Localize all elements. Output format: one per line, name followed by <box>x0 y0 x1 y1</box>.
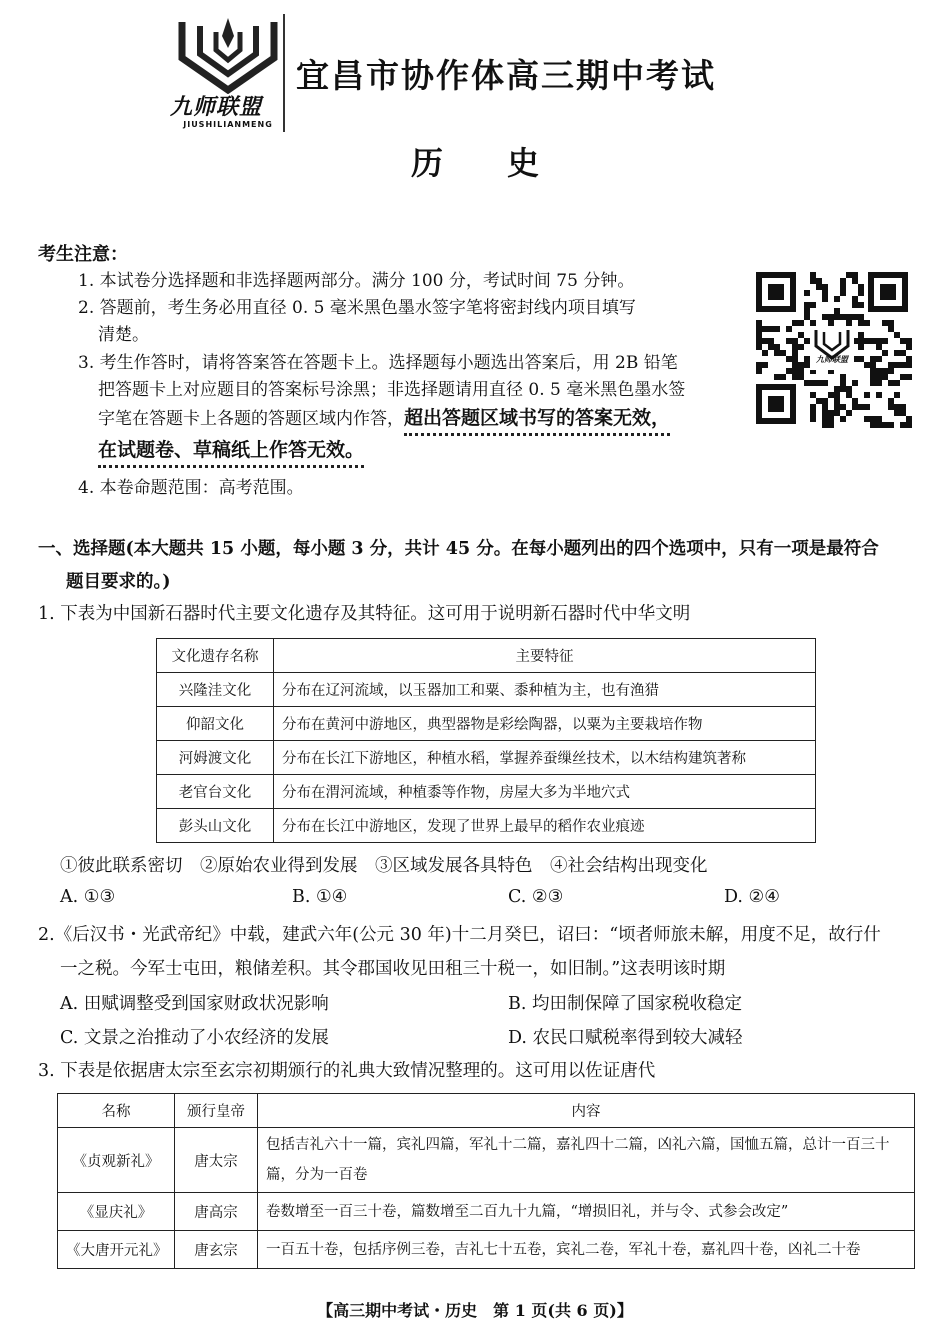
qr-module <box>834 398 840 404</box>
qr-module <box>756 326 762 332</box>
qr-module <box>882 350 888 356</box>
logo-subtitle: JIUSHILIANMENG <box>183 120 273 129</box>
table-cell: 一百五十卷，包括序例三卷，吉礼七十五卷，宾礼二卷，军礼十卷，嘉礼四十卷，凶礼二十卷 <box>258 1231 915 1269</box>
table-cell: 兴隆洼文化 <box>157 673 274 707</box>
q1-option-d[interactable]: D. ②④ <box>724 887 780 907</box>
qr-module <box>774 326 780 332</box>
subject-title: 历 史 <box>410 144 539 182</box>
qr-module <box>810 416 816 422</box>
qr-module <box>792 368 798 374</box>
table-cell: 彭头山文化 <box>157 809 274 843</box>
qr-module <box>822 380 828 386</box>
table-row <box>58 1193 915 1231</box>
qr-module <box>858 344 864 350</box>
qr-module <box>828 410 834 416</box>
qr-module <box>810 320 816 326</box>
q1-table <box>156 638 816 843</box>
qr-module <box>756 338 762 344</box>
qr-module <box>864 392 870 398</box>
qr-module <box>906 362 912 368</box>
qr-module <box>798 374 804 380</box>
qr-module <box>870 356 876 362</box>
q2-option-b[interactable]: B. 均田制保障了国家税收稳定 <box>508 994 742 1014</box>
qr-module <box>846 320 852 326</box>
section-title-line-2: 题目要求的。) <box>66 572 171 592</box>
qr-module <box>822 290 828 296</box>
qr-module <box>774 344 780 350</box>
notice-item-2-cont: 清楚。 <box>98 325 149 345</box>
q2-option-c[interactable]: C. 文景之治推动了小农经济的发展 <box>60 1028 329 1048</box>
qr-module <box>852 272 858 278</box>
qr-module <box>876 368 882 374</box>
qr-module <box>840 416 846 422</box>
qr-module <box>822 416 828 422</box>
table-header: 颁行皇帝 <box>175 1094 258 1128</box>
qr-module <box>840 284 846 290</box>
qr-module <box>762 350 768 356</box>
qr-module <box>792 344 798 350</box>
section-title <box>38 533 918 599</box>
qr-module <box>816 284 822 290</box>
qr-module <box>870 416 876 422</box>
qr-module <box>834 404 840 410</box>
qr-module <box>834 314 840 320</box>
q1-option-a[interactable]: A. ①③ <box>60 887 116 907</box>
qr-module <box>852 380 858 386</box>
qr-module <box>882 338 888 344</box>
qr-module <box>768 338 774 344</box>
qr-module <box>756 362 762 368</box>
qr-module <box>900 374 906 380</box>
notice-item-3-cont-1: 把答题卡上对应题目的答案标号涂黑；非选择题请用直径 0. 5 毫米黑色墨水签 <box>98 380 686 400</box>
qr-module <box>900 410 906 416</box>
table-cell: 《显庆礼》 <box>58 1193 175 1231</box>
qr-module <box>906 356 912 362</box>
qr-module <box>858 284 864 290</box>
table-cell: 分布在辽河流域，以玉器加工和粟、黍种植为主，也有渔猎 <box>274 673 816 707</box>
qr-module <box>762 362 768 368</box>
notice-heading: 考生注意： <box>38 244 128 265</box>
logo-text: 九师联盟 <box>170 94 263 120</box>
qr-module <box>882 374 888 380</box>
qr-module <box>870 380 876 386</box>
table-cell: 《大唐开元礼》 <box>58 1231 175 1269</box>
qr-module <box>870 338 876 344</box>
table-cell: 分布在长江中游地区，发现了世界上最早的稻作农业痕迹 <box>274 809 816 843</box>
qr-module <box>876 344 882 350</box>
qr-module <box>858 356 864 362</box>
qr-module <box>804 338 810 344</box>
qr-module <box>888 326 894 332</box>
qr-module <box>840 374 846 380</box>
qr-module <box>822 284 828 290</box>
table-row <box>157 673 816 707</box>
table-header: 文化遗存名称 <box>157 639 274 673</box>
q1-statements: ①彼此联系密切 ②原始农业得到发展 ③区域发展各具特色 ④社会结构出现变化 <box>60 856 708 876</box>
table-cell: 《贞观新礼》 <box>58 1128 175 1193</box>
qr-module <box>870 362 876 368</box>
table-row <box>157 741 816 775</box>
qr-module <box>786 338 792 344</box>
qr-module <box>786 326 792 332</box>
qr-module <box>906 422 912 428</box>
qr-module <box>894 392 900 398</box>
qr-module <box>816 380 822 386</box>
qr-module <box>828 416 834 422</box>
qr-module <box>810 278 816 284</box>
qr-module <box>846 392 852 398</box>
table-cell: 分布在黄河中游地区，典型器物是彩绘陶器，以粟为主要栽培作物 <box>274 707 816 741</box>
qr-module <box>786 368 792 374</box>
qr-module <box>906 416 912 422</box>
qr-module <box>864 416 870 422</box>
qr-module <box>816 398 822 404</box>
qr-module <box>804 380 810 386</box>
qr-module <box>756 332 762 338</box>
section-title-line-1: 一、选择题(本大题共 15 小题，每小题 3 分，共计 45 分。在每小题列出的四个选项中，只有一项是最符合 <box>38 539 879 559</box>
qr-module <box>840 386 846 392</box>
notice-item-3-cont-3 <box>98 437 758 465</box>
qr-module <box>852 404 858 410</box>
qr-module <box>852 302 858 308</box>
table-cell: 包括吉礼六十一篇，宾礼四篇，军礼十二篇，嘉礼四十二篇，凶礼六篇，国恤五篇，总计一百三十篇，分为一百卷 <box>258 1128 915 1193</box>
qr-module <box>840 278 846 284</box>
qr-module <box>864 362 870 368</box>
qr-module <box>846 314 852 320</box>
qr-code[interactable] <box>752 268 912 428</box>
table-cell: 分布在长江下游地区，种植水稻，掌握养蚕缫丝技术，以木结构建筑著称 <box>274 741 816 775</box>
table-header: 名称 <box>58 1094 175 1128</box>
table-cell: 老官台文化 <box>157 775 274 809</box>
qr-module <box>864 338 870 344</box>
qr-module <box>906 344 912 350</box>
qr-module <box>840 314 846 320</box>
qr-module <box>822 296 828 302</box>
qr-module <box>810 410 816 416</box>
qr-module <box>828 314 834 320</box>
qr-module <box>900 350 906 356</box>
qr-module <box>870 422 876 428</box>
qr-module <box>858 314 864 320</box>
qr-module <box>834 410 840 416</box>
qr-module <box>828 320 834 326</box>
qr-module <box>768 344 774 350</box>
qr-module <box>876 338 882 344</box>
qr-module <box>876 392 882 398</box>
qr-module <box>876 374 882 380</box>
qr-module <box>798 344 804 350</box>
header-divider <box>283 14 285 132</box>
notice-item-3-cont-2 <box>98 405 748 433</box>
notice-warning-1: 超出答题区域书写的答案无效， <box>404 407 670 436</box>
qr-module <box>894 332 900 338</box>
qr-module <box>900 362 906 368</box>
qr-module <box>822 314 828 320</box>
qr-module <box>858 290 864 296</box>
exam-title: 宜昌市协作体高三期中考试 <box>296 56 716 95</box>
table-header: 内容 <box>258 1094 915 1128</box>
qr-module <box>894 404 900 410</box>
qr-logo-label: 九师联盟 <box>816 354 848 364</box>
qr-module <box>846 386 852 392</box>
notice-item-1: 1. 本试卷分选择题和非选择题两部分。满分 100 分，考试时间 75 分钟。 <box>78 271 635 291</box>
table-row <box>157 707 816 741</box>
qr-module <box>894 362 900 368</box>
page-footer: 【高三期中考试・历史 第 1 页(共 6 页)】 <box>317 1301 633 1320</box>
qr-module <box>810 272 816 278</box>
qr-module <box>810 404 816 410</box>
qr-module <box>798 368 804 374</box>
q2-stem-line-2: 一之税。今军士屯田，粮储差积。其令郡国收见田租三十税一，如旧制。”这表明该时期 <box>60 959 726 979</box>
table-row <box>58 1128 915 1193</box>
qr-module <box>768 326 774 332</box>
qr-module <box>894 410 900 416</box>
qr-module <box>762 338 768 344</box>
qr-module <box>840 290 846 296</box>
q2-option-d[interactable]: D. 农民口赋税率得到较大减轻 <box>508 1028 743 1048</box>
qr-module <box>804 308 810 314</box>
table-row <box>58 1231 915 1269</box>
qr-module <box>888 320 894 326</box>
qr-module <box>888 368 894 374</box>
q2-option-a[interactable]: A. 田赋调整受到国家财政状况影响 <box>60 994 329 1014</box>
qr-module <box>822 404 828 410</box>
qr-module <box>870 374 876 380</box>
qr-module <box>888 404 894 410</box>
table-cell: 唐玄宗 <box>175 1231 258 1269</box>
qr-module <box>810 392 816 398</box>
q1-option-c[interactable]: C. ②③ <box>508 887 564 907</box>
qr-module <box>810 302 816 308</box>
qr-module <box>888 398 894 404</box>
table-cell: 河姆渡文化 <box>157 741 274 775</box>
qr-module <box>792 362 798 368</box>
q3-table <box>57 1093 915 1269</box>
qr-module <box>900 404 906 410</box>
qr-module <box>774 374 780 380</box>
qr-module <box>882 422 888 428</box>
qr-module <box>852 296 858 302</box>
qr-module <box>876 356 882 362</box>
qr-module <box>840 404 846 410</box>
qr-module <box>888 422 894 428</box>
qr-module <box>858 302 864 308</box>
table-cell: 卷数增至一百三十卷，篇数增至二百九十九篇，“增损旧礼，并与令、式参会改定” <box>258 1193 915 1231</box>
qr-module <box>870 368 876 374</box>
qr-module <box>840 380 846 386</box>
qr-module <box>822 422 828 428</box>
qr-module <box>780 374 786 380</box>
qr-module <box>762 326 768 332</box>
qr-module <box>900 422 906 428</box>
qr-module <box>906 374 912 380</box>
table-cell: 唐太宗 <box>175 1128 258 1193</box>
table-header: 主要特征 <box>274 639 816 673</box>
qr-module <box>888 380 894 386</box>
qr-module <box>792 374 798 380</box>
qr-module <box>834 308 840 314</box>
q2-stem-line-1: 2.《后汉书・光武帝纪》中载，建武六年(公元 30 年)十二月癸巳，诏曰：“顷者师旅未解，用度不足，故行什 <box>38 925 881 945</box>
q3-stem: 3. 下表是依据唐太宗至玄宗初期颁行的礼典大致情况整理的。这可用以佐证唐代 <box>38 1061 656 1081</box>
qr-module <box>828 392 834 398</box>
qr-module <box>780 350 786 356</box>
qr-module <box>792 350 798 356</box>
table-cell: 唐高宗 <box>175 1193 258 1231</box>
qr-module <box>756 320 762 326</box>
q1-stem: 1. 下表为中国新石器时代主要文化遗存及其特征。这可用于说明新石器时代中华文明 <box>38 604 691 624</box>
qr-module <box>810 380 816 386</box>
notice-item-2: 2. 答题前，考生务必用直径 0. 5 毫米黑色墨水签字笔将密封线内项目填写 <box>78 298 636 318</box>
qr-module <box>792 356 798 362</box>
qr-module <box>858 404 864 410</box>
table-cell: 分布在渭河流域，种植黍等作物，房屋大多为半地穴式 <box>274 775 816 809</box>
qr-module <box>798 320 804 326</box>
qr-module <box>786 356 792 362</box>
qr-module <box>852 278 858 284</box>
qr-module <box>864 404 870 410</box>
qr-module <box>756 344 762 350</box>
qr-module <box>894 350 900 356</box>
qr-module <box>834 296 840 302</box>
qr-module <box>882 320 888 326</box>
qr-module <box>858 338 864 344</box>
qr-module <box>858 332 864 338</box>
table-row <box>157 809 816 843</box>
qr-module <box>876 416 882 422</box>
qr-module <box>798 332 804 338</box>
qr-module <box>900 338 906 344</box>
qr-module <box>756 368 762 374</box>
notice-item-3-text: 字笔在答题卡上各题的答题区域内作答， <box>98 409 404 429</box>
qr-module <box>846 272 852 278</box>
notice-item-4: 4. 本卷命题范围：高考范围。 <box>78 478 304 498</box>
table-cell: 仰韶文化 <box>157 707 274 741</box>
qr-module <box>834 386 840 392</box>
qr-module <box>828 422 834 428</box>
qr-module <box>798 362 804 368</box>
qr-module <box>852 314 858 320</box>
qr-module <box>816 278 822 284</box>
qr-module <box>792 320 798 326</box>
qr-module <box>858 320 864 326</box>
qr-module <box>876 422 882 428</box>
qr-module <box>846 410 852 416</box>
notice-item-3: 3. 考生作答时，请将答案答在答题卡上。选择题每小题选出答案后，用 2B 铅笔 <box>78 353 678 373</box>
qr-module <box>822 410 828 416</box>
q1-option-b[interactable]: B. ①④ <box>292 887 348 907</box>
qr-module <box>804 302 810 308</box>
qr-module <box>876 380 882 386</box>
qr-module <box>774 350 780 356</box>
qr-module <box>882 368 888 374</box>
qr-module <box>852 398 858 404</box>
qr-module <box>894 380 900 386</box>
qr-module <box>888 362 894 368</box>
qr-module <box>906 338 912 344</box>
qr-module <box>822 398 828 404</box>
qr-module <box>792 338 798 344</box>
qr-module <box>804 290 810 296</box>
qr-module <box>834 392 840 398</box>
qr-module <box>804 314 810 320</box>
notice-warning-2: 在试题卷、草稿纸上作答无效。 <box>98 439 364 468</box>
table-row <box>157 775 816 809</box>
qr-module <box>864 320 870 326</box>
